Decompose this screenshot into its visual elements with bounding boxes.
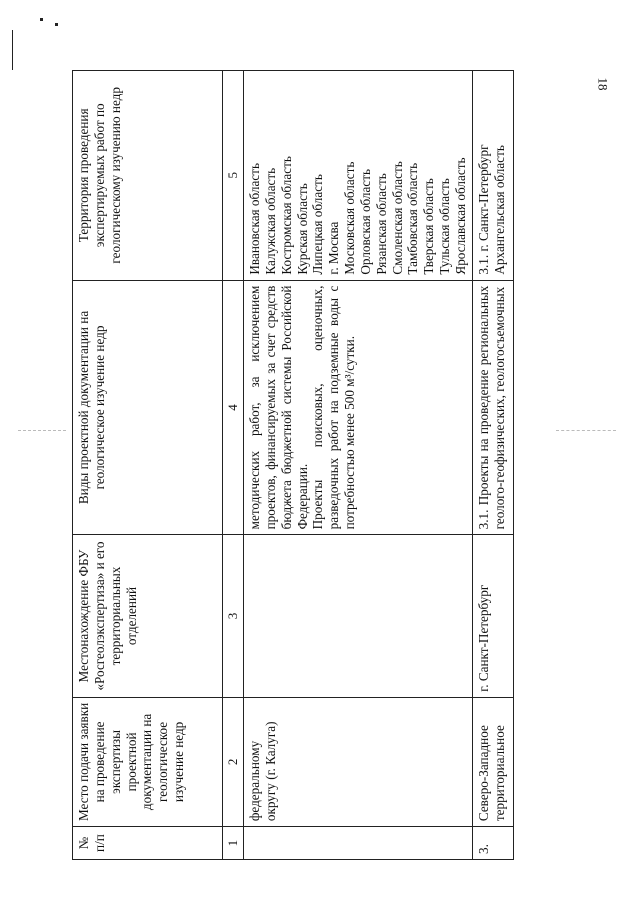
column-number: 4 [223, 280, 244, 535]
scan-mark-dot-left [40, 18, 43, 21]
header-document-types: Виды проектной документации на геологическое изучение недр [73, 280, 223, 535]
application-place-cell: федеральному округу (г. Калуга) [244, 697, 473, 826]
document-types-paragraph: Проекты поисковых, оценочных, разведочных работ на подземные воды с потребностью менее 500 м³/сутки. [310, 285, 358, 530]
header-territory: Территория проведения экспертируемых работ по геологическому изучению недр [73, 71, 223, 281]
region-item: 3.1. г. Санкт-Петербург [475, 144, 491, 275]
fbu-location-cell [244, 535, 473, 697]
row-number-cell [244, 827, 473, 860]
fbu-location-cell: г. Санкт-Петербург [472, 535, 513, 697]
territory-cell [472, 71, 513, 281]
row-number-cell: 3. [472, 827, 513, 860]
region-item: Калужская область [262, 167, 278, 275]
region-item: Тульская область [437, 178, 453, 275]
page-number: 18 [595, 77, 611, 91]
region-item: г. Москва [326, 221, 342, 275]
document-types-cell [244, 280, 473, 535]
scan-mark-dot-right [55, 23, 58, 26]
region-item: Тамбовская область [405, 162, 421, 275]
rotated-table-container [72, 70, 507, 860]
table-row [472, 71, 513, 860]
fold-line-right [556, 430, 616, 431]
document-types-paragraph: методических работ, за исключением проектов, финансируемых за счет средств бюджета бюджетной системы Российской Федерации. [247, 285, 310, 530]
region-item: Костромская область [278, 156, 294, 275]
territory-cell [244, 71, 473, 281]
header-fbu-location: Местонахождение ФБУ «Росгеолэкспертиза» и его территориальных отделений [73, 535, 223, 697]
column-number: 1 [223, 827, 244, 860]
table-header-row [73, 71, 223, 860]
region-item: Ярославская область [452, 157, 468, 275]
table-row [244, 71, 473, 860]
fold-line-left [18, 430, 66, 431]
column-number-row [223, 71, 244, 860]
region-item: Курская область [294, 183, 310, 275]
column-number: 5 [223, 71, 244, 281]
document-types-cell: 3.1. Проекты на проведение региональных геолого-геофизических, геологосъемочных [472, 280, 513, 535]
document-table [72, 70, 514, 860]
scan-mark-edge [12, 30, 13, 70]
region-item: Тверская область [421, 178, 437, 275]
region-item: Смоленская область [389, 161, 405, 275]
region-item: Липецкая область [310, 174, 326, 275]
region-item: Архангельская область [491, 145, 507, 275]
application-place-cell: Северо-Западное территориальное [472, 697, 513, 826]
column-number: 2 [223, 697, 244, 826]
header-application-place: Место подачи заявки на проведение экспертизы проектной документации на геологическое изучение недр [73, 697, 223, 826]
region-item: Рязанская область [373, 173, 389, 275]
region-item: Московская область [342, 161, 358, 275]
column-number: 3 [223, 535, 244, 697]
header-number: № п/п [73, 827, 223, 860]
region-item: Орловская область [357, 169, 373, 275]
region-item: Ивановская область [247, 163, 262, 275]
